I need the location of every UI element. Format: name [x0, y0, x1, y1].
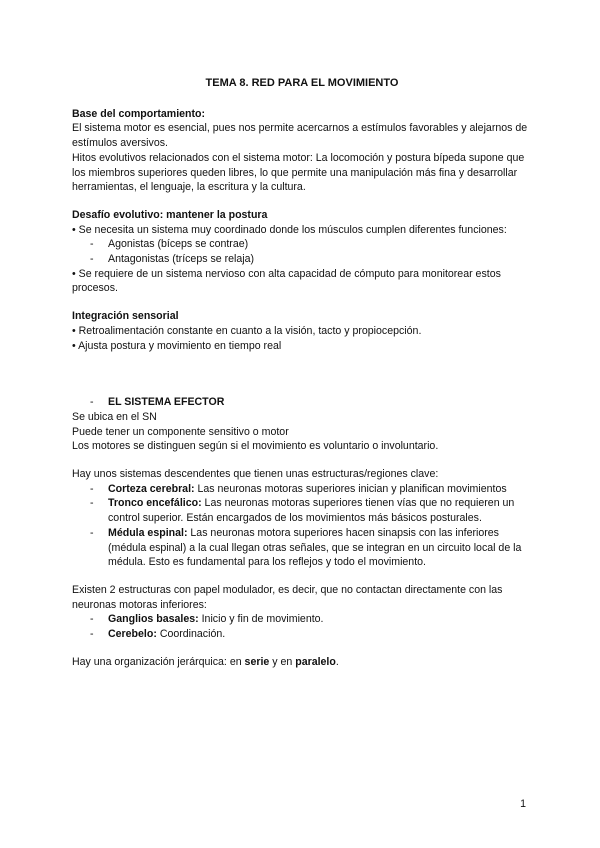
spacer [72, 642, 532, 655]
dash-marker: - [90, 628, 94, 641]
page-content [72, 76, 532, 670]
bullet-desafio-2: • Se requiere de un sistema nervioso con alta capacidad de cómputo para monitorear estos procesos. [72, 267, 501, 295]
heading-base: Base del comportamiento: [72, 107, 206, 120]
heading-integracion: Integración sensorial [72, 310, 179, 323]
term-cerebelo: Cerebelo: [108, 628, 157, 641]
heading-desafio: Desafío evolutivo: mantener la postura [72, 208, 268, 221]
paragraph-base-1: El sistema motor es esencial, pues nos permite acercarnos a estímulos favorables y alejarnos de estímulos aversivos. [72, 122, 528, 150]
desc-tronco: Las neuronas motoras superiores tienen vías que no requieren un control superior. Están encargados de los movimientos más básicos posturales. [108, 497, 515, 525]
term-corteza: Corteza cerebral: [108, 482, 195, 495]
dash-marker: - [90, 482, 94, 495]
desc-cerebelo: Coordinación. [156, 628, 226, 641]
dash-marker: - [90, 497, 94, 510]
jerarquia-pre: Hay una organización jerárquica: en [72, 655, 245, 668]
list-item [72, 526, 532, 570]
list-item [72, 482, 532, 497]
document-title: TEMA 8. RED PARA EL MOVIMIENTO [205, 77, 399, 89]
efector-intro: Hay unos sistemas descendentes que tienen unas estructuras/regiones clave: [72, 468, 439, 481]
desc-corteza: Las neuronas motoras superiores inician y planifican movimientos [194, 482, 507, 495]
list-item-text: Agonistas (bíceps se contrae) [108, 238, 249, 251]
bullet-integracion-2: • Ajusta postura y movimiento en tiempo real [72, 339, 282, 352]
jerarquia-mid: y en [269, 655, 296, 668]
dash-marker: - [90, 253, 94, 266]
paragraph-base-2: Hitos evolutivos relacionados con el sistema motor: La locomoción y postura bípeda supone que los miembros superiores queden libres, lo que permite una manipulación más fina y desarrollar herramientas, el lenguaje, la escritura y la cultura. [72, 151, 525, 194]
desc-medula: Las neuronas motora superiores hacen sinapsis con las inferiores (médula espinal) a la cual llegan otras señales, que se integran en un circuito local de la médula. Esto es fundamental para los reflejos y todo el movimiento. [108, 526, 522, 569]
list-descending-systems [72, 482, 532, 570]
term-tronco: Tronco encefálico: [108, 497, 202, 510]
list-item-text: Antagonistas (tríceps se relaja) [108, 253, 255, 266]
spacer [72, 353, 532, 395]
term-ganglios: Ganglios basales: [108, 613, 199, 626]
section-title-text: EL SISTEMA EFECTOR [108, 396, 225, 409]
list-item [72, 496, 532, 525]
list-item [72, 627, 532, 642]
list-item [72, 237, 532, 252]
bullet-integracion-1: • Retroalimentación constante en cuanto a la visión, tacto y propiocepción. [72, 324, 422, 337]
term-medula: Médula espinal: [108, 526, 188, 539]
spacer [72, 454, 532, 467]
spacer [72, 296, 532, 309]
desc-ganglios: Inicio y fin de movimiento. [198, 613, 324, 626]
dash-marker: - [90, 238, 94, 251]
jerarquia-paralelo: paralelo [295, 655, 336, 668]
efector-line-3: Los motores se distinguen según si el movimiento es voluntario o involuntario. [72, 440, 439, 453]
modulador-intro: Existen 2 estructuras con papel modulador, es decir, que no contactan directamente con las neuronas motoras inferiores: [72, 583, 503, 611]
jerarquia-serie: serie [244, 655, 270, 668]
list-item [72, 252, 532, 267]
heading-sistema-efector [72, 395, 532, 410]
list-item [72, 612, 532, 627]
dash-marker: - [90, 396, 94, 409]
list-muscle-roles [72, 237, 532, 266]
spacer [72, 570, 532, 583]
efector-line-2: Puede tener un componente sensitivo o motor [72, 425, 289, 438]
page-number: 1 [520, 798, 526, 810]
bullet-desafio-1: • Se necesita un sistema muy coordinado donde los músculos cumplen diferentes funciones: [72, 223, 507, 236]
jerarquia-post: . [335, 655, 339, 668]
dash-marker: - [90, 613, 94, 626]
jerarquia-line [72, 655, 532, 670]
efector-line-1: Se ubica en el SN [72, 410, 157, 423]
list-modulator-structures [72, 612, 532, 641]
dash-marker: - [90, 526, 94, 539]
spacer [72, 195, 532, 208]
